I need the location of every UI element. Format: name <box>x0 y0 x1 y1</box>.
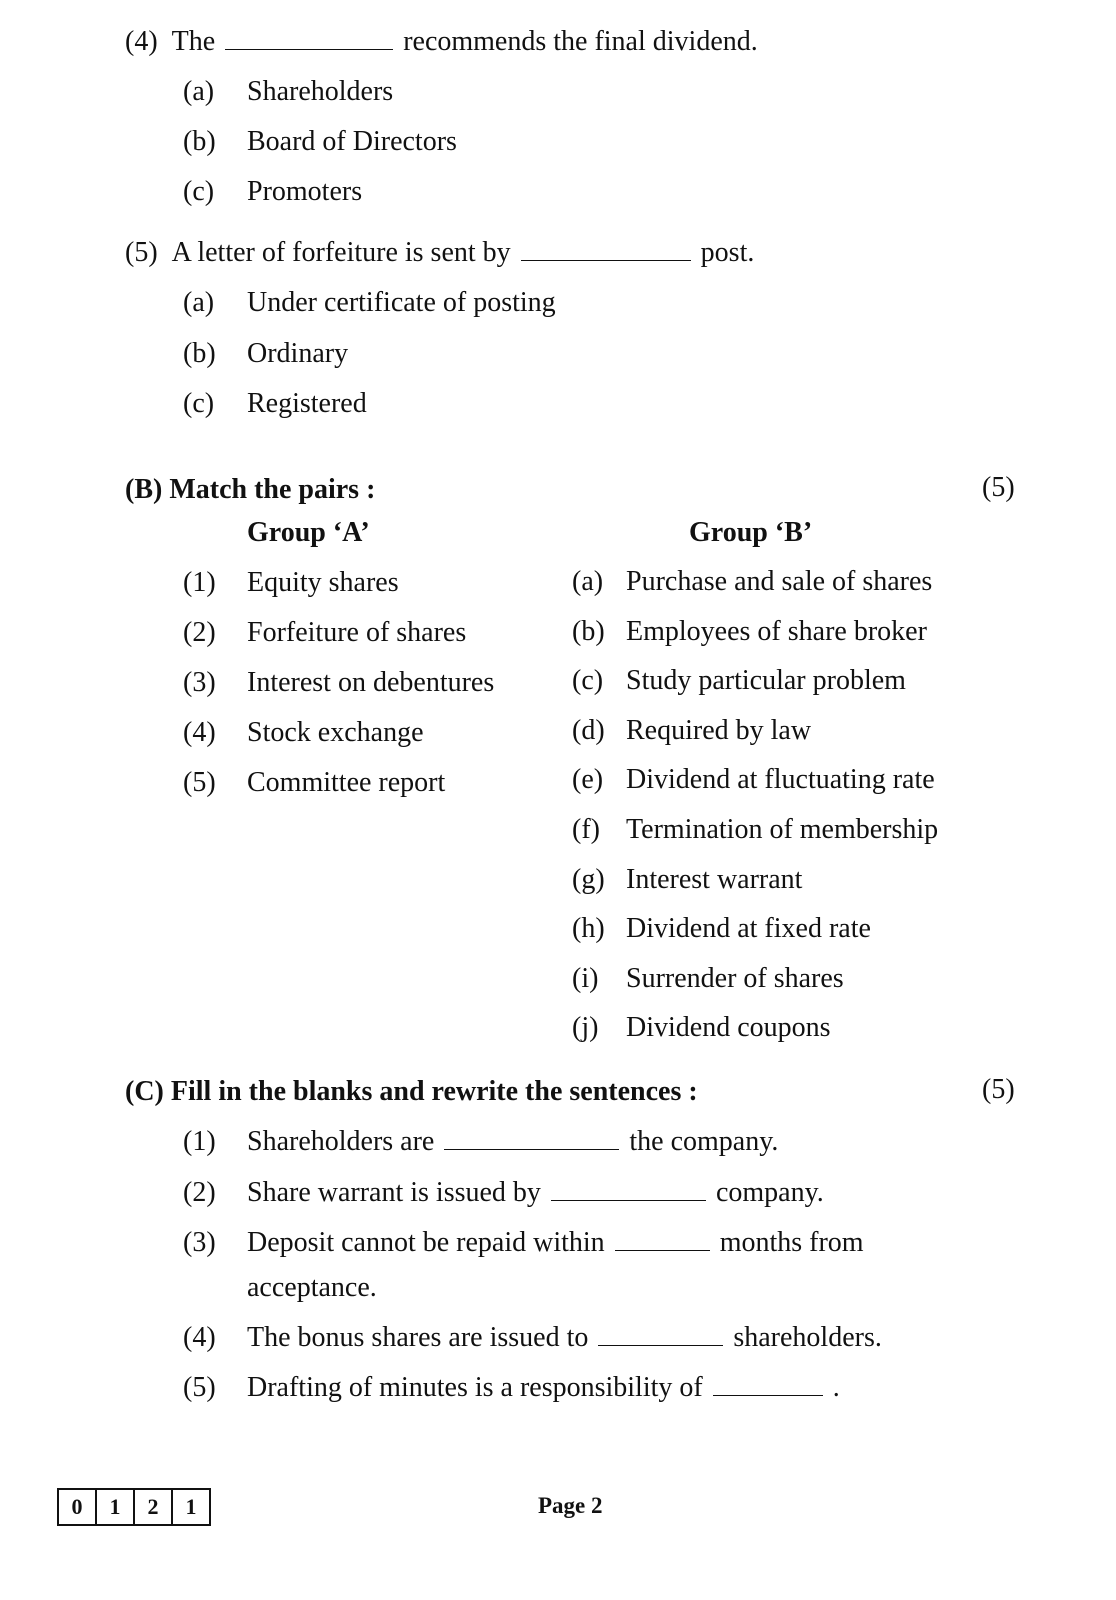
group-b-item: Required by law <box>626 714 812 746</box>
fill-num: (5) <box>183 1372 216 1403</box>
q-num: (5) <box>125 237 158 268</box>
fill-num: (1) <box>183 1126 216 1157</box>
group-a-num: (2) <box>183 617 216 648</box>
blank <box>598 1323 723 1346</box>
option-text: Ordinary <box>247 338 349 369</box>
blank <box>444 1127 619 1150</box>
code-digit: 0 <box>59 1490 97 1524</box>
group-b-title: Group ‘B’ <box>689 517 813 548</box>
question-5 <box>125 237 754 269</box>
page-number: Page 2 <box>538 1493 603 1518</box>
group-a-num: (3) <box>183 667 216 698</box>
group-a-title: Group ‘A’ <box>247 517 370 548</box>
section-b-heading: (B) Match the pairs : <box>125 474 376 505</box>
group-b-letter: (f) <box>572 814 600 845</box>
option-text: Registered <box>247 388 367 419</box>
option: (b) <box>183 126 216 157</box>
group-b-letter: (i) <box>572 962 599 994</box>
option: (a) <box>183 76 215 107</box>
group-b-item: Interest warrant <box>626 863 803 895</box>
group-b-letter: (a) <box>572 566 604 597</box>
fill-num: (4) <box>183 1322 216 1353</box>
group-b-letter: (j) <box>572 1012 599 1044</box>
section-c-marks: (5) <box>982 1074 1015 1105</box>
group-a-item: Stock exchange <box>247 717 424 748</box>
group-b-item: Termination of membership <box>626 814 939 845</box>
option: (c) <box>183 176 215 207</box>
blank <box>713 1373 823 1396</box>
group-b-letter: (g) <box>572 863 605 895</box>
group-b-item: Purchase and sale of shares <box>626 566 933 597</box>
section-c-heading: (C) Fill in the blanks and rewrite the sentences : <box>125 1076 698 1107</box>
option: (b) <box>183 338 216 369</box>
fill-sentence: Drafting of minutes is a responsibility of . <box>247 1372 840 1403</box>
group-b-letter: (b) <box>572 615 605 647</box>
code-digit: 2 <box>135 1490 173 1524</box>
group-b-item: Surrender of shares <box>626 962 844 994</box>
group-a-item: Equity shares <box>247 567 399 598</box>
blank <box>225 27 393 50</box>
option-text: Board of Directors <box>247 126 457 157</box>
group-b-letter: (c) <box>572 665 604 697</box>
question-4 <box>125 26 758 58</box>
fill-sentence: Deposit cannot be repaid within months from <box>247 1227 864 1258</box>
group-b-item: Dividend at fixed rate <box>626 913 871 945</box>
code-digit: 1 <box>97 1490 135 1524</box>
paper-code-box <box>57 1488 211 1526</box>
group-a-num: (4) <box>183 717 216 748</box>
group-b-item: Dividend coupons <box>626 1012 831 1044</box>
group-a-num: (5) <box>183 767 216 798</box>
fill-sentence: The bonus shares are issued to shareholders. <box>247 1322 882 1353</box>
q-num: (4) <box>125 26 158 57</box>
group-b-letter: (e) <box>572 764 604 796</box>
blank <box>615 1228 710 1251</box>
group-a-item: Interest on debentures <box>247 667 495 698</box>
fill-continuation: acceptance. <box>247 1272 377 1303</box>
group-a-item: Forfeiture of shares <box>247 617 467 648</box>
q-text: The <box>171 26 216 57</box>
group-b-item: Employees of share broker <box>626 615 927 647</box>
option: (c) <box>183 388 215 419</box>
fill-num: (2) <box>183 1177 216 1208</box>
q-text: recommends the final dividend. <box>403 26 758 57</box>
group-b-letter: (d) <box>572 714 605 746</box>
code-digit: 1 <box>185 1494 197 1519</box>
q-text: post. <box>700 237 755 268</box>
group-a-num: (1) <box>183 567 216 598</box>
fill-sentence: Shareholders are the company. <box>247 1126 779 1157</box>
group-b-item: Study particular problem <box>626 665 906 697</box>
group-b-item: Dividend at fluctuating rate <box>626 764 935 796</box>
option-text: Promoters <box>247 176 363 207</box>
blank <box>521 238 691 261</box>
option: (a) <box>183 287 215 318</box>
section-b-marks: (5) <box>982 472 1015 503</box>
group-b-letter: (h) <box>572 913 605 945</box>
option-text: Shareholders <box>247 76 394 107</box>
blank <box>551 1178 706 1201</box>
q-text: A letter of forfeiture is sent by <box>171 237 511 268</box>
option-text: Under certificate of posting <box>247 287 556 318</box>
fill-sentence: Share warrant is issued by company. <box>247 1177 824 1208</box>
group-a-item: Committee report <box>247 767 446 798</box>
fill-num: (3) <box>183 1227 216 1258</box>
